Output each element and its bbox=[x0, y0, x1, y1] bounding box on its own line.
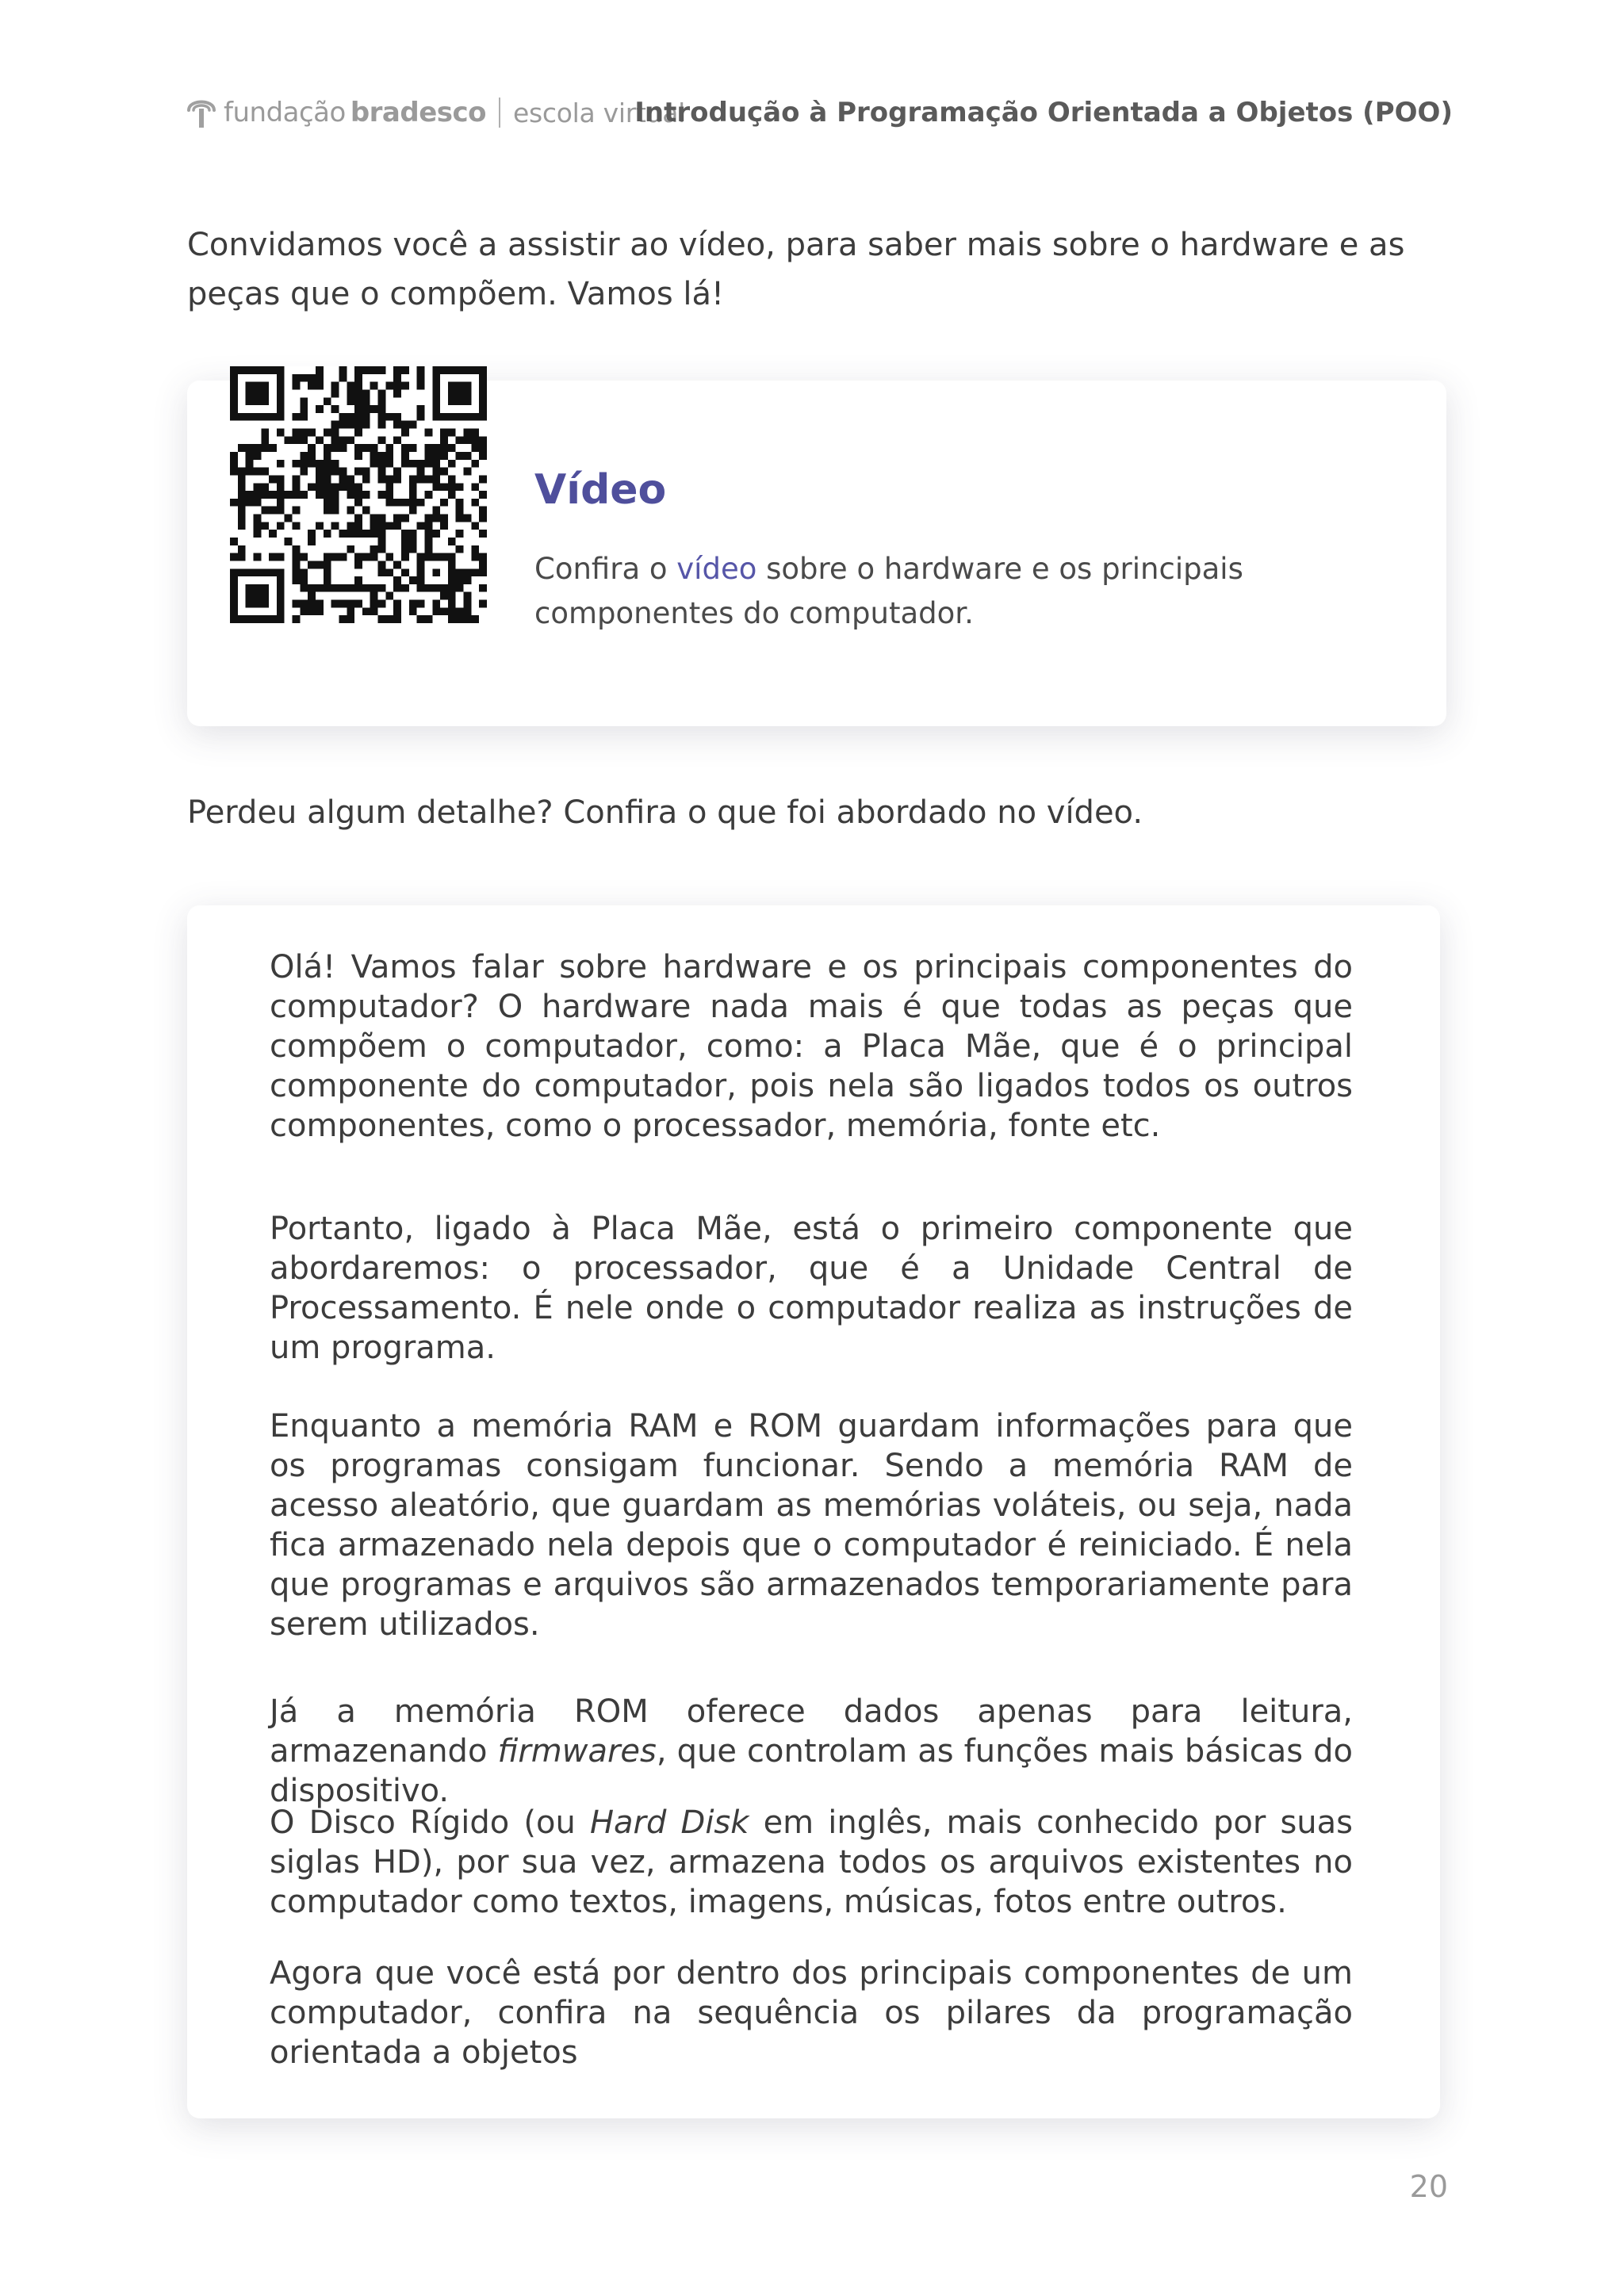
transcript-paragraph-5 bbox=[270, 1803, 1353, 1922]
recap-paragraph: Perdeu algum detalhe? Confira o que foi abordado no vídeo. bbox=[187, 794, 1143, 831]
logo-escola-virtual-text: escola virtual bbox=[513, 97, 686, 128]
transcript-paragraph-3: Enquanto a memória RAM e ROM guardam informações para que os programas consigam funcionar. Sendo a memória RAM de acesso aleatório, que guardam as memórias voláteis, ou seja, nada fica armazenado nela depois que o computador é reiniciado. É nela que programas e arquivos são armazenados temporariamente para serem utilizados. bbox=[270, 1408, 1353, 1643]
logo-bradesco-text: bradesco bbox=[350, 97, 487, 128]
video-card-title: Vídeo bbox=[534, 466, 667, 514]
transcript-p4-emphasis: firmwares bbox=[497, 1733, 657, 1770]
video-desc-after: sobre o hardware e os principais componentes do computador. bbox=[534, 552, 1243, 630]
logo-fundacao-text: fundação bbox=[224, 97, 346, 128]
video-link[interactable]: vídeo bbox=[676, 552, 757, 586]
fundacao-bradesco-tree-icon bbox=[184, 93, 219, 132]
transcript-p5-emphasis: Hard Disk bbox=[589, 1804, 749, 1841]
page-number: 20 bbox=[1409, 2169, 1448, 2204]
video-desc-before: Confira o bbox=[534, 552, 677, 586]
transcript-p5-before: O Disco Rígido (ou bbox=[270, 1804, 590, 1841]
intro-paragraph: Convidamos você a assistir ao vídeo, para saber mais sobre o hardware e as peças que o compõem. Vamos lá! bbox=[187, 227, 1405, 312]
transcript-p5-after: em inglês, mais conhecido por suas siglas HD), por sua vez, armazena todos os arquivos existentes no computador como textos, imagens, músicas, fotos entre outros. bbox=[270, 1804, 1353, 1920]
transcript-paragraph-1: Olá! Vamos falar sobre hardware e os principais componentes do computador? O hardware nada mais é que todas as peças que compõem o computador, como: a Placa Mãe, que é o principal componente do computador, pois nela são ligados todos os outros componentes, como o processador, memória, fonte etc. bbox=[270, 949, 1353, 1144]
transcript-paragraph-4 bbox=[270, 1692, 1353, 1811]
fundacao-bradesco-logo bbox=[184, 89, 685, 136]
page-header bbox=[184, 89, 1453, 144]
transcript-paragraph-6: Agora que você está por dentro dos principais componentes de um computador, confira na sequência os pilares da programação orientada a objetos bbox=[270, 1955, 1353, 2071]
transcript-paragraph-2: Portanto, ligado à Placa Mãe, está o primeiro componente que abordaremos: o processador, que é a Unidade Central de Processamento. É nele onde o computador realiza as instruções de um programa. bbox=[270, 1211, 1353, 1366]
video-card-description bbox=[534, 547, 1312, 636]
logo-divider bbox=[499, 98, 500, 128]
course-title: Introdução à Programação Orientada a Objetos (POO) bbox=[634, 97, 1453, 128]
qr-code-icon[interactable] bbox=[230, 366, 487, 623]
transcript-p4-after: , que controlam as funções mais básicas do dispositivo. bbox=[270, 1733, 1353, 1809]
transcript-p4-before: Já a memória ROM oferece dados apenas para leitura, armazenando bbox=[270, 1693, 1353, 1770]
